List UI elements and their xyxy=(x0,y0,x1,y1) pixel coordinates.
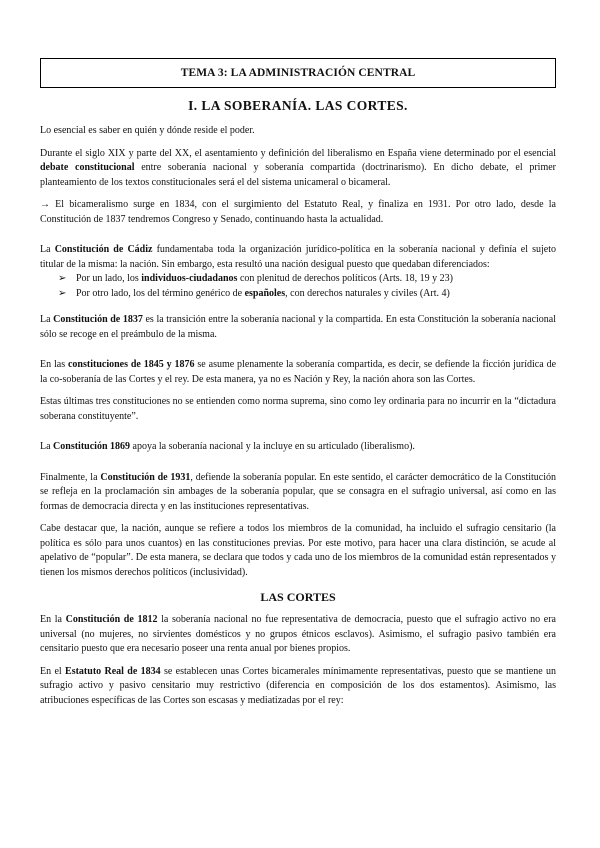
arrow-bullet-icon: ➢ xyxy=(58,287,67,299)
section-heading-soberania: I. LA SOBERANÍA. LAS CORTES. xyxy=(188,98,408,113)
paragraph-bicameralismo: → El bicameralismo surge en 1834, con el surgimiento del Estatuto Real, y finaliza en 1931. Por otro lado, desde la Constitución de 1837 tendremos Congreso y Senado, continuando hasta la actualidad. xyxy=(40,199,556,225)
bold-1931: Constitución de 1931 xyxy=(100,471,191,483)
paragraph-1812: En la Constitución de 1812 la soberanía nacional no fue representativa de democracia, puesto que el sufragio activo no era universal (no mujeres, no sirvientes domésticos y no grupos étnicos esclavos). Asimismo, el sufragio pasivo también era censitario puesto que era necesario poseer una renta anual por bienes propios. xyxy=(40,614,556,654)
paragraph-estatuto: En el Estatuto Real de 1834 se establecen unas Cortes bicamerales mínimamente representativas, puesto que se mantiene un sufragio activo y pasivo censitario muy restrictivo (diferencia en composición de los dos estamentos). Asimismo, las atribuciones específicas de las Cortes son escasas y mediatizadas por el rey: xyxy=(40,665,556,706)
section-heading-cortes: LAS CORTES xyxy=(260,590,336,604)
paragraph-ultimas: Estas últimas tres constituciones no se entienden como norma suprema, sino como ley ordinaria para no incurrir en la “dictadura soberana constituyente”. xyxy=(40,396,556,422)
document-page xyxy=(40,58,556,708)
bold-1812: Constitución de 1812 xyxy=(65,614,158,625)
document-title-box xyxy=(40,58,556,88)
document-title: TEMA 3: LA ADMINISTRACIÓN CENTRAL xyxy=(180,67,416,79)
bold-estatuto: Estatuto Real de 1834 xyxy=(65,665,161,677)
paragraph-cadiz: La Constitución de Cádiz fundamentaba toda la organización jurídico-política en la soberanía nacional y definía el sujeto titular de la misma: la nación. Sin embargo, esta resultó una nación desigual puesto que quedaban diferenciados: xyxy=(40,244,557,270)
bullet-list xyxy=(40,272,556,301)
paragraph-liberalismo: Durante el siglo XIX y parte del XX, el asentamiento y definición del liberalismo en España viene determinado por el esencial debate constitucional entre soberanía nacional y soberanía compartida (doctrinarismo). En dicho debate, el primer planteamiento de los textos constitucionales será el del sistema unicameral o bicameral. xyxy=(40,147,557,188)
bold-debate: debate constitucional xyxy=(40,162,135,173)
list-item: ➢ Por un lado, los individuos-ciudadanos con plenitud de derechos políticos (Arts. 18, 19 y 23) xyxy=(58,272,556,287)
list-item: ➢ Por otro lado, los del término genérico de españoles, con derechos naturales y civiles (Art. 4) xyxy=(58,287,556,302)
paragraph-1931: Finalmente, la Constitución de 1931, defiende la soberanía popular. En este sentido, el carácter democrático de la Constitución se refleja en la proclamación sin ambages de la soberanía popular, que se consagra en el sufragio universal, así como en las formas de democracia directa y en las instituciones representativas. xyxy=(40,471,557,512)
bold-cadiz: Constitución de Cádiz xyxy=(54,244,153,255)
paragraph-intro: Lo esencial es saber en quién y dónde reside el poder. xyxy=(40,125,255,136)
bold-1845-1876: constituciones de 1845 y 1876 xyxy=(67,359,195,370)
paragraph-nacion: Cabe destacar que, la nación, aunque se refiere a todos los miembros de la comunidad, ha incluido el sufragio censitario (la política es sólo para unos cuantos) en las constituciones previas. Por este motivo, para hacer una clara distinción, se acude al apelativo de “popular”. De esta manera, se declara que todos y cada uno de los miembros de la comunidad están representados y tienen los mismos derechos políticos (inclusividad). xyxy=(40,523,556,578)
paragraph-1837: La Constitución de 1837 es la transición entre la soberanía nacional y la compartida. En esta Constitución la soberanía nacional sólo se recoge en el preámbulo de la misma. xyxy=(40,314,557,340)
bold-1869: Constitución 1869 xyxy=(53,441,130,452)
arrow-bullet-icon: ➢ xyxy=(58,273,67,284)
paragraph-1845-1876: En las constituciones de 1845 y 1876 se asume plenamente la soberanía compartida, es decir, se defiende la ficción jurídica de la co-soberanía de las Cortes y el rey. De esta manera, ya no es Nación y Rey, la nación ahora son las Cortes. xyxy=(40,359,557,385)
paragraph-1869: La Constitución 1869 apoya la soberanía nacional y la incluye en su articulado (liberalismo). xyxy=(40,441,415,452)
bold-1837: Constitución de 1837 xyxy=(53,314,143,325)
